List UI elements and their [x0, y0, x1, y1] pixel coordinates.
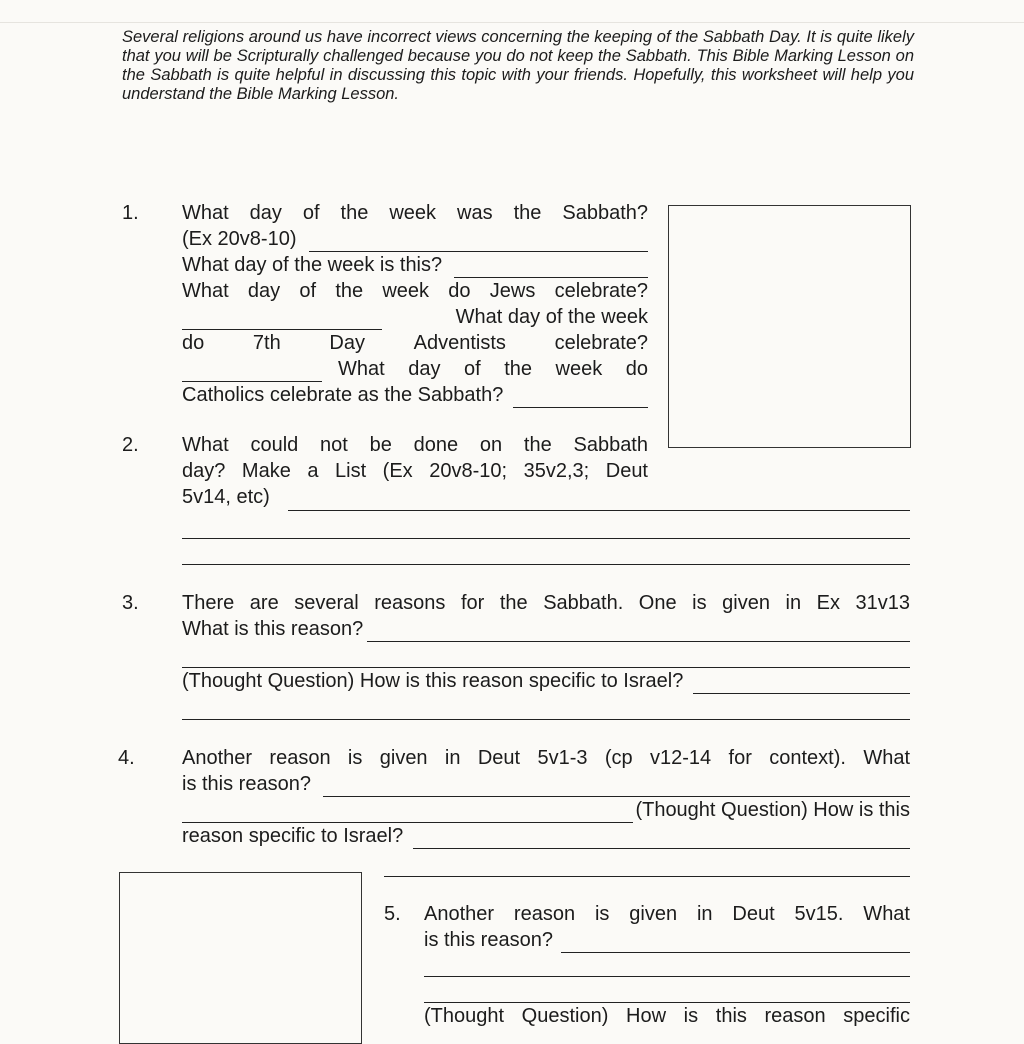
q3-answer-line-4[interactable]	[182, 719, 910, 720]
q3-line-2: What is this reason?	[182, 618, 364, 640]
question-5	[424, 901, 910, 953]
q1-line-7: What day of the week do	[338, 358, 648, 380]
q5-line-3: (Thought Question) How is this reason specific	[424, 1005, 910, 1027]
question-3	[182, 590, 910, 642]
q1-answer-line-4[interactable]	[182, 361, 322, 382]
question-2	[182, 432, 648, 510]
q2-line-3: 5v14, etc)	[182, 486, 270, 508]
question-2-number: 2.	[122, 434, 139, 456]
q1-answer-line-5[interactable]	[513, 387, 648, 408]
q2-line-2: day? Make a List (Ex 20v8-10; 35v2,3; Deut	[182, 460, 648, 482]
q2-answer-line-3[interactable]	[182, 564, 910, 565]
sketch-box-2[interactable]	[119, 872, 362, 1044]
q1-answer-line-3[interactable]	[182, 309, 382, 330]
q1-line-4: What day of the week do Jews celebrate?	[182, 280, 648, 302]
q2-answer-line-2[interactable]	[182, 538, 910, 539]
q1-answer-line-2[interactable]	[454, 257, 648, 278]
q4-answer-line-2[interactable]	[182, 802, 633, 823]
page-top-edge	[0, 22, 1024, 23]
question-1	[182, 200, 648, 408]
q1-line-3: What day of the week is this?	[182, 254, 443, 276]
q1-answer-line-1[interactable]	[309, 231, 649, 252]
q4-line-1: Another reason is given in Deut 5v1-3 (cp v12-14 for context). What	[182, 747, 910, 769]
q1-line-2: (Ex 20v8-10)	[182, 228, 297, 250]
intro-paragraph: Several religions around us have incorrect views concerning the keeping of the Sabbath Day. It is quite likely that you will be Scripturally challenged because you do not keep the Sabbath. This Bible Marking Lesson on the Sabbath is quite helpful in discussing this topic with your friends. Hopefully, this worksheet will help you understand the Bible Marking Lesson.	[122, 28, 914, 103]
q3-line-3: (Thought Question) How is this reason specific to Israel?	[182, 670, 684, 692]
q5-answer-line-2[interactable]	[424, 976, 910, 977]
q3-answer-line-1[interactable]	[367, 621, 910, 642]
q2-line-1: What could not be done on the Sabbath	[182, 434, 648, 456]
q4-answer-line-1[interactable]	[323, 776, 910, 797]
q1-line-5: What day of the week	[455, 306, 648, 328]
q1-line-6: do 7th Day Adventists celebrate?	[182, 332, 648, 354]
q4-line-2: is this reason?	[182, 773, 311, 795]
question-3-number: 3.	[122, 592, 139, 614]
q4-line-4: reason specific to Israel?	[182, 825, 404, 847]
q4-answer-line-4[interactable]	[384, 876, 910, 877]
q1-line-8: Catholics celebrate as the Sabbath?	[182, 384, 504, 406]
q3-line-1: There are several reasons for the Sabbath. One is given in Ex 31v13	[182, 592, 910, 614]
q3-answer-line-3[interactable]	[693, 673, 910, 694]
question-1-number: 1.	[122, 202, 139, 224]
q5-answer-line-1[interactable]	[561, 932, 910, 953]
q2-answer-line-1[interactable]	[288, 510, 910, 511]
q1-line-1: What day of the week was the Sabbath?	[182, 202, 648, 224]
q4-answer-line-3[interactable]	[413, 828, 910, 849]
sketch-box-1[interactable]	[668, 205, 911, 448]
question-4	[182, 745, 910, 849]
question-4-number: 4.	[118, 747, 135, 769]
q5-line-2: is this reason?	[424, 929, 553, 951]
q5-line-1: Another reason is given in Deut 5v15. What	[424, 903, 910, 925]
q4-line-3: (Thought Question) How is this	[635, 799, 910, 821]
question-5-number: 5.	[384, 903, 401, 925]
